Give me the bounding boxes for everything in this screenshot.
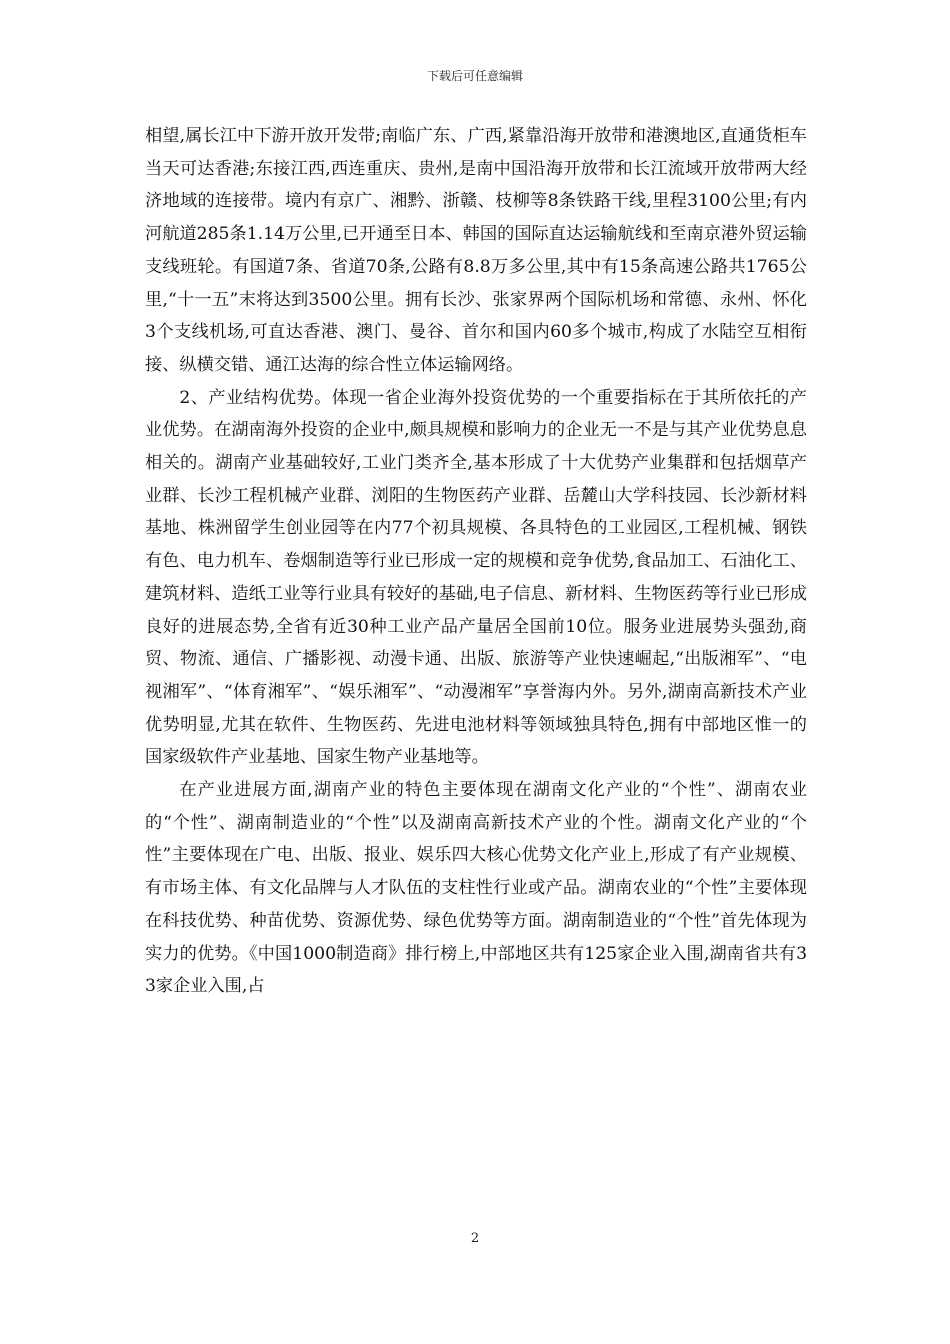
page-number: 2: [470, 1231, 480, 1246]
document-body: [145, 120, 807, 1003]
paragraph-industry-development: 在产业进展方面,湖南产业的特色主要体现在湖南文化产业的“个性”、湖南农业的“个性”、湖南制造业的“个性”以及湖南高新技术产业的个性。湖南文化产业的“个性”主要体现在广电、出版、报业、娱乐四大核心优势文化产业上,形成了有产业规模、有市场主体、有文化品牌与人才队伍的支柱性行业或产品。湖南农业的“个性”主要体现在科技优势、种苗优势、资源优势、绿色优势等方面。湖南制造业的“个性”首先体现为实力的优势。《中国1000制造商》排行榜上,中部地区共有125家企业入围,湖南省共有33家企业入围,占: [145, 780, 807, 997]
paragraph-industry-structure: 2、产业结构优势。体现一省企业海外投资优势的一个重要指标在于其所依托的产业优势。在湖南海外投资的企业中,颇具规模和影响力的企业无一不是与其产业优势息息相关的。湖南产业基础较好,工业门类齐全,基本形成了十大优势产业集群和包括烟草产业群、长沙工程机械产业群、浏阳的生物医药产业群、岳麓山大学科技园、长沙新材料基地、株洲留学生创业园等在内77个初具规模、各具特色的工业园区,工程机械、钢铁有色、电力机车、卷烟制造等行业已形成一定的规模和竞争优势,食品加工、石油化工、建筑材料、造纸工业等行业具有较好的基础,电子信息、新材料、生物医药等行业已形成良好的进展态势,全省有近30种工业产品产量居全国前10位。服务业进展势头强劲,商贸、物流、通信、广播影视、动漫卡通、出版、旅游等产业快速崛起,“出版湘军”、“电视湘军”、“体育湘军”、“娱乐湘军”、“动漫湘军”享誉海内外。另外,湖南高新技术产业优势明显,尤其在软件、生物医药、先进电池材料等领域独具特色,拥有中部地区惟一的国家级软件产业基地、国家生物产业基地等。: [145, 387, 807, 768]
paragraph-transport-network: 相望,属长江中下游开放开发带;南临广东、广西,紧靠沿海开放带和港澳地区,直通货柜车当天可达香港;东接江西,西连重庆、贵州,是南中国沿海开放带和长江流域开放带两大经济地域的连接带。境内有京广、湘黔、浙赣、枝柳等8条铁路干线,里程3100公里;有内河航道285条1.14万公里,已开通至日本、韩国的国际直达运输航线和至南京港外贸运输支线班轮。有国道7条、省道70条,公路有8.8万多公里,其中有15条高速公路共1765公里,“十一五”末将达到3500公里。拥有长沙、张家界两个国际机场和常德、永州、怀化3个支线机场,可直达香港、澳门、曼谷、首尔和国内60多个城市,构成了水陆空互相衔接、纵横交错、通江达海的综合性立体运输网络。: [145, 126, 807, 375]
page-header: 下载后可任意编辑: [426, 69, 523, 83]
